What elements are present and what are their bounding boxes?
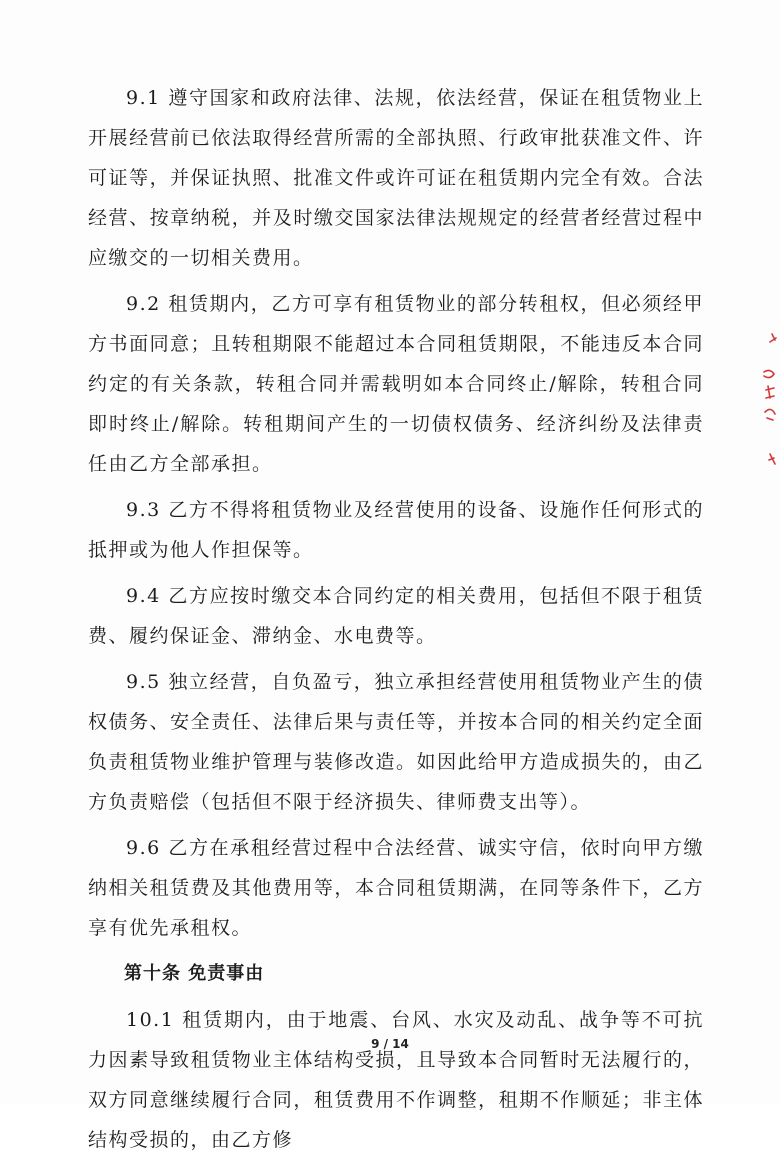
paragraph-9-4: 9.4 乙方应按时缴交本合同约定的相关费用，包括但不限于租赁费、履约保证金、滞纳金、水电费等。 <box>88 585 704 647</box>
paragraph-9-5: 9.5 独立经营，自负盈亏，独立承担经营使用租赁物业产生的债权债务、安全责任、法律后果与责任等，并按本合同的相关约定全面负责租赁物业维护管理与装修改造。如因此给甲方造成损失的，由乙方负责赔偿（包括但不限于经济损失、律师费支出等）。 <box>88 671 704 813</box>
seal-stamp-fragment <box>756 328 778 468</box>
section-heading: 第十条 免责事由 <box>124 963 265 984</box>
paragraph-9-1: 9.1 遵守国家和政府法律、法规，依法经营，保证在租赁物业上开展经营前已依法取得经营所需的全部执照、行政审批获准文件、许可证等，并保证执照、批准文件或许可证在租赁期内完全有效。合法经营、按章纳税，并及时缴交国家法律法规规定的经营者经营过程中应缴交的一切相关费用。 <box>88 87 704 269</box>
document-body <box>88 78 704 1166</box>
paragraph-9-6: 9.6 乙方在承租经营过程中合法经营、诚实守信，依时向甲方缴纳相关租赁费及其他费用等，本合同租赁期满，在同等条件下，乙方享有优先承租权。 <box>88 837 704 939</box>
paragraph-9-3: 9.3 乙方不得将租赁物业及经营使用的设备、设施作任何形式的抵押或为他人作担保等。 <box>88 499 704 561</box>
paragraph-9-2: 9.2 租赁期内，乙方可享有租赁物业的部分转租权，但必须经甲方书面同意；且转租期限不能超过本合同租赁期限，不能违反本合同约定的有关条款，转租合同并需载明如本合同终止/解除，转租合同即时终止/解除。转租期间产生的一切债权债务、经济纠纷及法律责任由乙方全部承担。 <box>88 293 704 475</box>
page-number: 9 / 14 <box>371 1037 409 1051</box>
paragraph-10-1: 10.1 租赁期内，由于地震、台风、水灾及动乱、战争等不可抗力因素导致租赁物业主体结构受损，且导致本合同暂时无法履行的，双方同意继续履行合同，租赁费用不作调整，租期不作顺延；非主体结构受损的，由乙方修 <box>88 1009 704 1151</box>
